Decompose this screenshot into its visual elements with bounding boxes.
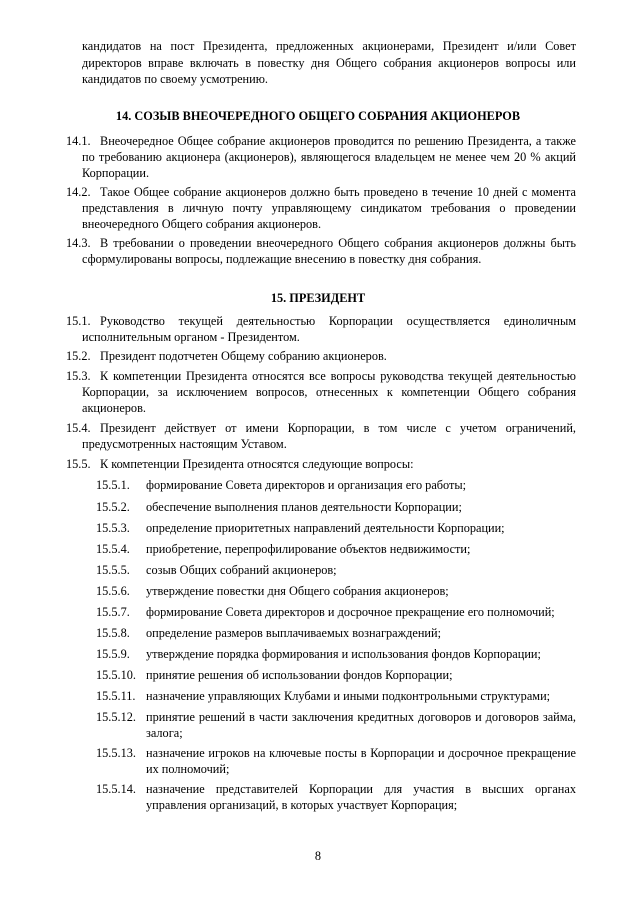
subclause-text: принятие решения об использовании фондов Корпорации; [146,668,453,682]
subclause-number: 15.5.8. [96,626,130,640]
subclause-number: 15.5.1. [96,478,130,492]
section-15-heading: 15. ПРЕЗИДЕНТ [270,291,366,305]
subclause-number: 15.5.6. [96,584,130,598]
clause-number: 14.1. [66,134,91,148]
subclause-text: формирование Совета директоров и досрочное прекращение его полномочий; [146,605,555,619]
subclause-number: 15.5.9. [96,647,130,661]
clause-number: 15.2. [66,349,91,363]
clause-text: Такое Общее собрание акционеров должно быть проведено в течение 10 дней с момента представления в личную почту управляющему синдикатом требования о проведении внеочередного Общего собрания акционеров. [82,185,576,231]
subclause-15-5-11 [96,688,576,704]
subclause-text: определение приоритетных направлений деятельности Корпорации; [146,521,505,535]
clause-15-1 [66,313,576,345]
subclause-text: утверждение порядка формирования и использования фондов Корпорации; [146,647,541,661]
clause-text: К компетенции Президента относятся все вопросы руководства текущей деятельностью Корпорации, за исключением вопросов, отнесенных к компетенции Общего собрания акционеров. [82,369,576,415]
subclause-text: формирование Совета директоров и организация его работы; [146,478,467,492]
subclause-15-5-8 [96,625,576,641]
clause-14-3 [66,235,576,267]
subclause-number: 15.5.14. [96,782,136,796]
subclause-text: назначение представителей Корпорации для участия в высших органах управления организаций, в которых участвует Корпорация; [146,782,576,812]
subclause-15-5-13 [96,745,576,777]
subclause-number: 15.5.3. [96,521,130,535]
subclause-number: 15.5.5. [96,563,130,577]
clause-14-2 [66,184,576,232]
subclause-15-5-12 [96,709,576,741]
clause-15-5 [66,456,576,472]
clause-text: Президент подотчетен Общему собранию акционеров. [100,349,387,363]
clause-number: 15.1. [66,314,91,328]
clause-14-1 [66,133,576,181]
subclause-text: приобретение, перепрофилирование объектов недвижимости; [146,542,471,556]
subclause-text: назначение игроков на ключевые посты в Корпорации и досрочное прекращение их полномочий; [146,746,576,776]
clause-number: 15.4. [66,421,91,435]
subclause-15-5-6 [96,583,576,599]
clause-number: 15.5. [66,457,91,471]
subclause-15-5-14 [96,781,576,813]
clause-number: 14.2. [66,185,91,199]
subclause-15-5-9 [96,646,576,662]
subclause-text: назначение управляющих Клубами и иными подконтрольными структурами; [146,689,551,703]
subclause-number: 15.5.12. [96,710,136,724]
subclause-number: 15.5.11. [96,689,136,703]
clause-text: Президент действует от имени Корпорации, в том числе с учетом ограничений, предусмотренных настоящим Уставом. [82,421,576,451]
subclause-text: созыв Общих собраний акционеров; [146,563,337,577]
subclause-15-5-5 [96,562,576,578]
clause-15-4 [66,420,576,452]
subclause-15-5-10 [96,667,576,683]
clause-number: 14.3. [66,236,91,250]
subclause-text: определение размеров выплачиваемых вознаграждений; [146,626,442,640]
clause-text: В требовании о проведении внеочередного Общего собрания акционеров должны быть сформулированы вопросы, подлежащие внесению в повестку дня собрания. [82,236,576,266]
subclause-text: обеспечение выполнения планов деятельности Корпорации; [146,500,462,514]
subclause-text: утверждение повестки дня Общего собрания акционеров; [146,584,449,598]
clause-number: 15.3. [66,369,91,383]
subclause-text: принятие решений в части заключения кредитных договоров и договоров займа, залога; [146,710,576,740]
subclause-number: 15.5.13. [96,746,136,760]
clause-text: Внеочередное Общее собрание акционеров проводится по решению Президента, а также по требованию акционера (акционеров), являющегося владельцем не менее чем 20 % акций Корпорации. [82,134,576,180]
subclause-15-5-1 [96,477,576,493]
clause-text: Руководство текущей деятельностью Корпорации осуществляется единоличным исполнительным органом - Президентом. [82,314,576,344]
page-number: 8 [314,849,322,863]
subclause-15-5-7 [96,604,576,620]
subclause-15-5-3 [96,520,576,536]
subclause-15-5-4 [96,541,576,557]
clause-text: К компетенции Президента относятся следующие вопросы: [100,457,414,471]
subclause-number: 15.5.4. [96,542,130,556]
section-14-heading: 14. СОЗЫВ ВНЕОЧЕРЕДНОГО ОБЩЕГО СОБРАНИЯ АКЦИОНЕРОВ [115,109,521,123]
intro-paragraph: кандидатов на пост Президента, предложенных акционерами, Президент и/или Совет директоров вправе включать в повестку дня Общего собрания акционеров вопросы или кандидатов по своему усмотрению. [82,39,576,86]
clause-15-2 [66,348,576,364]
subclause-number: 15.5.2. [96,500,130,514]
subclause-number: 15.5.10. [96,668,136,682]
subclause-number: 15.5.7. [96,605,130,619]
clause-15-3 [66,368,576,416]
subclause-15-5-2 [96,499,576,515]
